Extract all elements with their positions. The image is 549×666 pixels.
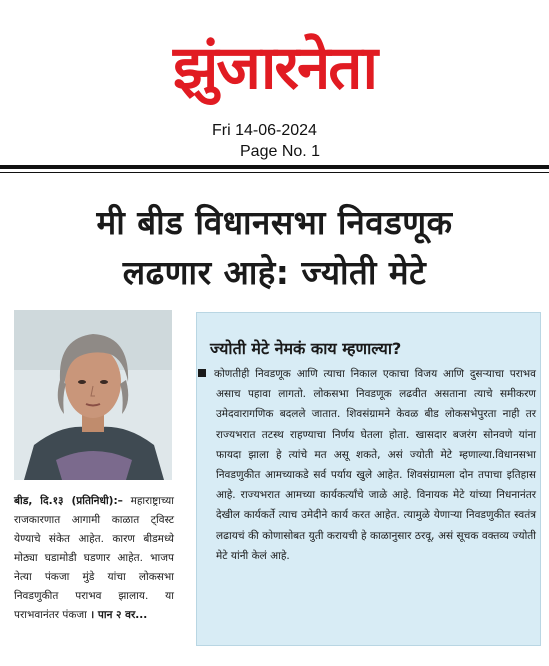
masthead-rule (0, 165, 549, 169)
masthead (0, 0, 549, 170)
page-number: Page No. 1 (240, 143, 321, 160)
headline-line-1: मी बीड विधानसभा निवडणूक (96, 203, 453, 242)
newspaper-title: झुंजारनेता (173, 33, 376, 103)
quote-box-heading: ज्योती मेटे नेमकं काय म्हणाल्या? (210, 339, 402, 358)
portrait-illustration (14, 310, 172, 480)
masthead-rule-thin (0, 172, 549, 173)
continued-link[interactable]: । पान २ वर... (90, 609, 148, 621)
quote-box-body (216, 364, 536, 566)
report-dateline: बीड, दि.१३ (प्रतिनिधी):– (14, 495, 123, 507)
bullet-square-icon (198, 369, 206, 377)
headline-line-2: लढणार आहे: ज्योती मेटे (122, 253, 427, 292)
quote-box-text: कोणतीही निवडणूक आणि त्याचा निकाल एकाचा विजय आणि दुसऱ्याचा पराभव असाच पहावा लागतो. लोकसभा निवडणूक लढवीत असताना त्याचे समीकरण उमेदवारागणिक बदलले जातात. शिवसंग्रामने केवळ बीड लोकसभेपुरता नाही तर राज्यभरात तटस्थ राहण्याचा निर्णय घेतला होता. खासदार बजरंग सोनवणे यांना फायदा झाला हे त्यांचे मत असू शकते, असं ज्योती मेटे म्हणाल्या.विधानसभा निवडणुकीत आमच्याकडे सर्व पर्याय खुले आहेत. शिवसंग्रामला दोन तपाचा इतिहास आहे. राज्यभरात आमच्या कार्यकर्त्यांचे जाळे आहे. विनायक मेटे यांच्या निधनानंतर देखील कार्यकर्ते त्याच उमेदीने कार्य करत आहेत. त्यामुळे येणाऱ्या निवडणुकीत स्वतंत्र लढायचं की कोणासोबत युती करायची हे काळानुसार ठरवू, असं सूचक वक्तव्य ज्योती मेटे यांनी केलं आहे. (214, 368, 536, 562)
issue-date: Fri 14-06-2024 (212, 122, 317, 139)
portrait-photo (14, 310, 172, 480)
report-text: महाराष्ट्राच्या राजकारणात आगामी काळात ट्विस्ट येण्याचे संकेत आहेत. कारण बीडमध्ये मोठ्या घडामोडी घडणार आहेत. भाजप नेत्या पंकजा मुंडे यांचा लोकसभा निवडणुकीत पराभव झालाय. या पराभवानंतर पंकजा (14, 495, 174, 621)
headline (0, 198, 549, 298)
report-article (14, 492, 174, 625)
